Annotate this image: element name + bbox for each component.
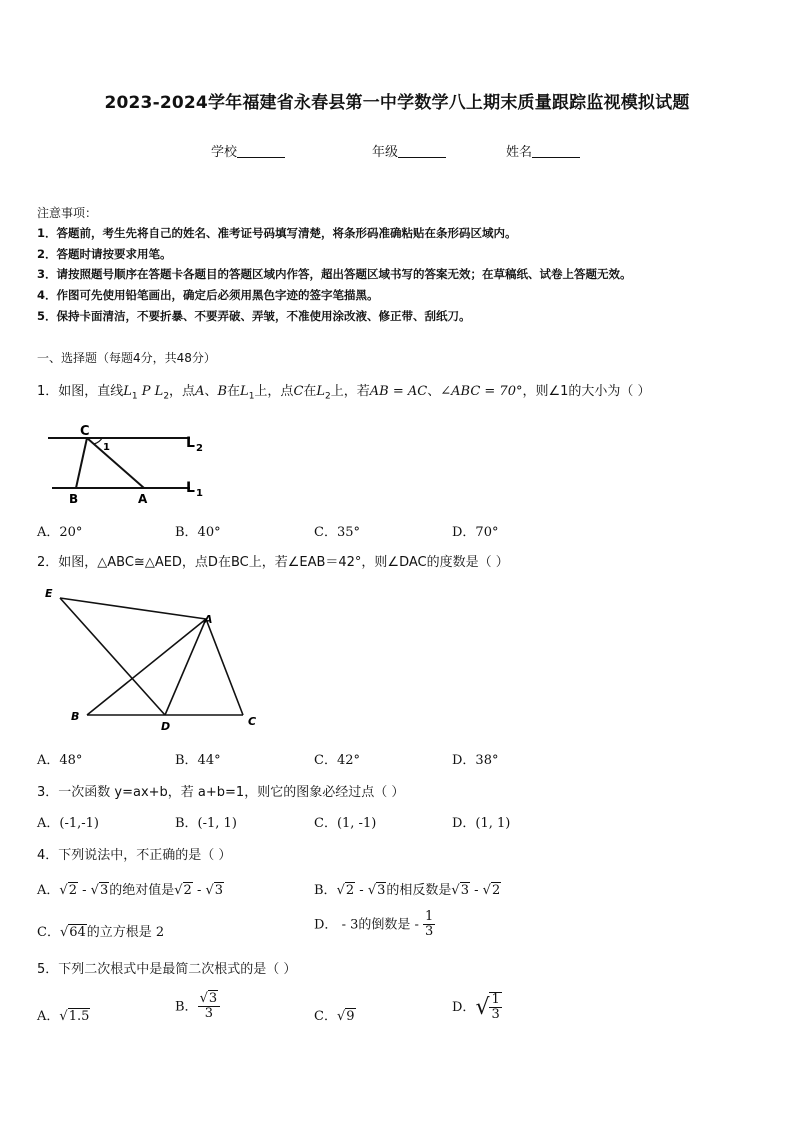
note-item: 2．答题时请按要求用笔。 <box>37 247 172 261</box>
q5-option-d: D．√ $\frac{1}{3}$ <box>452 992 500 1023</box>
label-d: D <box>161 720 171 733</box>
label-l2: L <box>186 435 195 451</box>
q3-option-a: A．(-1,-1) <box>37 816 99 831</box>
label-l2-sub: 2 <box>196 443 203 454</box>
note-item: 1．答题前，考生先将自己的姓名、准考证号码填写清楚，将条形码准确粘贴在条形码区域内。 <box>37 226 517 240</box>
label-1: 1 <box>103 442 110 453</box>
question-1: 1．如图，直线$L_1$ P $L_2$，点A、B在$L_1$上，点C在$L_2$上，若AB = AC、∠ABC = 70°，则∠1的大小为（ ） <box>37 384 651 402</box>
name-field: 姓名 <box>506 141 580 160</box>
q3-option-c: C．(1, -1) <box>314 816 377 831</box>
section-heading: 一、选择题（每题4分，共48分） <box>37 351 216 365</box>
q2-option-c: C．42° <box>314 753 360 768</box>
q3-option-b: B．(-1, 1) <box>175 816 237 831</box>
note-item: 5．保持卡面清洁，不要折暴、不要弄破、弄皱，不准使用涂改液、修正带、刮纸刀。 <box>37 309 471 323</box>
q2-option-b: B．44° <box>175 753 221 768</box>
segment-ad <box>165 619 206 715</box>
segment-ca <box>87 438 144 488</box>
q1-option-d: D．70° <box>452 525 499 540</box>
segment-ed <box>60 598 165 715</box>
segment-ea <box>60 598 206 619</box>
label-l1: L <box>186 480 195 496</box>
q2-option-d: D．38° <box>452 753 499 768</box>
label-b: B <box>69 492 79 506</box>
note-item: 4．作图可先使用铅笔画出，确定后必须用黑色字迹的签字笔描黑。 <box>37 288 379 302</box>
label-a: A <box>204 613 213 626</box>
school-field: 学校 <box>211 141 285 160</box>
q5-option-c: C．√9 <box>314 1009 355 1024</box>
question-4: 4．下列说法中，不正确的是（ ） <box>37 848 232 863</box>
label-c: C <box>80 424 90 439</box>
q4-option-a: A．√2 - √3的绝对值是√2 - √3 <box>37 883 224 898</box>
q5-option-b: B． $\frac{√3}{3}$ <box>175 992 220 1022</box>
note-item: 3．请按照题号顺序在答题卡各题目的答题区域内作答，超出答题区域书写的答案无效；在草稿纸、试卷上答题无效。 <box>37 267 632 281</box>
q4-option-b: B．√2 - √3的相反数是√3 - √2 <box>314 883 501 898</box>
label-c: C <box>248 715 257 728</box>
q1-option-a: A．20° <box>37 525 83 540</box>
q1-option-b: B．40° <box>175 525 221 540</box>
label-b: B <box>71 710 80 723</box>
segment-ab <box>87 619 206 715</box>
label-a: A <box>138 492 148 506</box>
q3-option-d: D．(1, 1) <box>452 816 511 831</box>
q4-option-c: C．√64的立方根是 2 <box>37 925 165 940</box>
school-blank <box>237 144 285 158</box>
page-title: 2023-2024学年福建省永春县第一中学数学八上期末质量跟踪监视模拟试题 <box>104 93 690 113</box>
grade-blank <box>398 144 446 158</box>
q5-option-a: A．√1.5 <box>37 1009 90 1024</box>
q1-option-c: C．35° <box>314 525 360 540</box>
q2-option-a: A．48° <box>37 753 83 768</box>
grade-field: 年级 <box>372 141 446 160</box>
q4-option-d: D． - 3的倒数是 - $\frac{1}{3}$ <box>314 909 434 940</box>
notes-heading: 注意事项： <box>37 206 98 220</box>
question-3: 3．一次函数 y=ax+b，若 a+b=1，则它的图象必经过点（ ） <box>37 785 405 800</box>
name-blank <box>532 144 580 158</box>
label-l1-sub: 1 <box>196 488 203 499</box>
figure-2 <box>38 582 268 737</box>
figure-1 <box>40 420 220 510</box>
label-e: E <box>45 587 53 600</box>
question-2: 2．如图，△ABC≅△AED，点D在BC上，若∠EAB＝42°，则∠DAC的度数是（ ） <box>37 555 509 570</box>
segment-ac <box>206 619 243 715</box>
question-5: 5．下列二次根式中是最简二次根式的是（ ） <box>37 962 297 977</box>
segment-cb <box>76 438 87 488</box>
